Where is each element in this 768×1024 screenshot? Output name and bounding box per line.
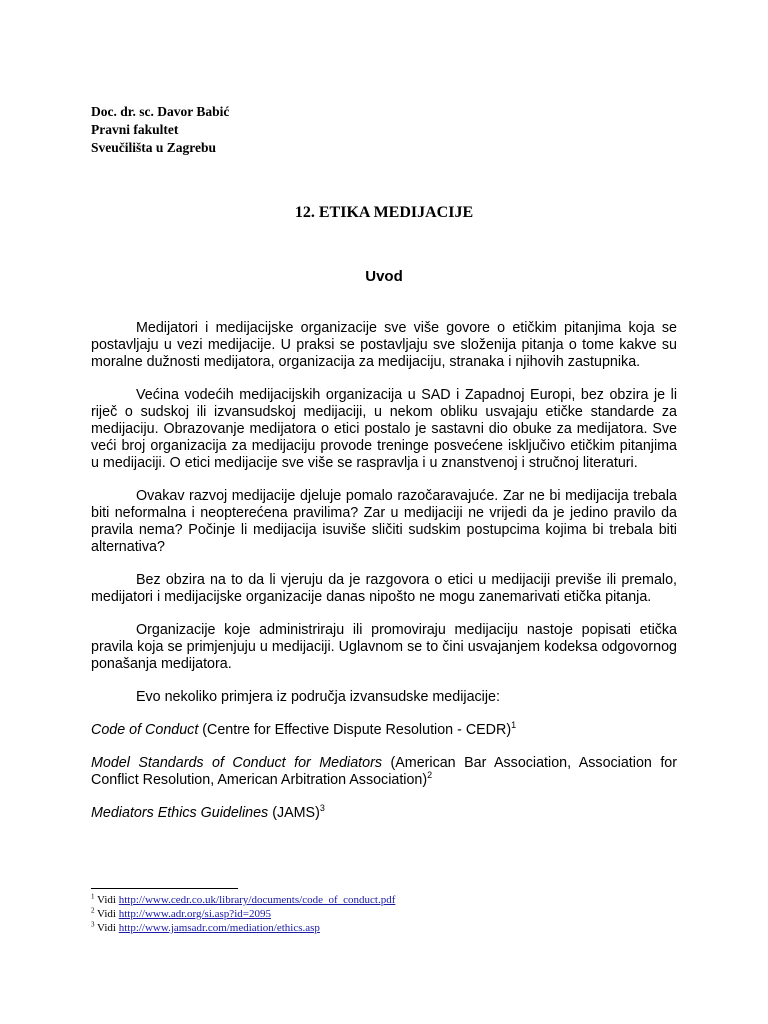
example-source: (American Bar Association, Association for Conflict Resolution, American Arbitration Association) <box>91 755 678 788</box>
paragraph: Evo nekoliko primjera iz područja izvansudske medijacije: <box>136 689 500 705</box>
footnote-divider <box>91 888 238 889</box>
example-title: Code of Conduct <box>91 722 199 738</box>
author-faculty: Pravni fakultet <box>91 122 179 137</box>
footnote-prefix: Vidi <box>94 908 119 920</box>
footnote <box>91 921 395 935</box>
footnote <box>91 893 395 907</box>
example-source: (JAMS) <box>268 805 320 821</box>
paragraph: Bez obzira na to da li vjeruju da je razgovora o etici u medijaciji previše ili premalo, medijatori i medijacijske organizacije danas nipošto ne mogu zanemarivati etička pitanja. <box>91 572 677 605</box>
author-block <box>91 103 229 157</box>
example-item <box>91 722 677 739</box>
example-item <box>91 755 677 789</box>
body-text <box>91 320 677 838</box>
example-title: Mediators Ethics Guidelines <box>91 805 269 821</box>
footnote-link[interactable]: http://www.adr.org/si.asp?id=2095 <box>118 908 271 920</box>
footnotes <box>91 893 395 935</box>
footnote-ref[interactable]: 2 <box>427 770 433 781</box>
footnote-prefix: Vidi <box>94 894 119 906</box>
example-source: (Centre for Effective Dispute Resolution - CEDR) <box>198 722 512 738</box>
paragraph: Organizacije koje administriraju ili promoviraju medijaciju nastoje popisati etička pravila koja se primjenjuju u medijaciji. Uglavnom se to čini usvajanjem kodeksa odgovornog ponašanja medijatora. <box>91 622 677 672</box>
example-title: Model Standards of Conduct for Mediators <box>91 755 383 771</box>
chapter-title: 12. ETIKA MEDIJACIJE <box>294 204 474 221</box>
paragraph: Medijatori i medijacijske organizacije sve više govore o etičkim pitanjima koja se postavljaju u vezi medijacije. U praksi se postavljaju sve složenija pitanja o tome kakve su moralne dužnosti medijatora, organizacija za medijaciju, stranaka i njihovih zastupnika. <box>91 320 677 370</box>
footnote-number: 2 <box>91 906 95 915</box>
section-heading: Uvod <box>365 268 403 285</box>
example-item <box>91 805 677 822</box>
footnote-number: 1 <box>91 892 95 901</box>
footnote-link[interactable]: http://www.cedr.co.uk/library/documents/code_of_conduct.pdf <box>118 894 396 906</box>
footnote-prefix: Vidi <box>94 922 119 934</box>
paragraph: Većina vodećih medijacijskih organizacija u SAD i Zapadnoj Europi, bez obzira je li riječ o sudskoj ili izvansudskoj medijaciji, u nekom obliku usvajaju etičke standarde za medijaciju. Obrazovanje medijatora o etici postalo je sastavni dio obuke za medijatora. Sve veći broj organizacija za medijaciju provode treninge posvećene isključivo etičkim pitanjima u medijaciji. O etici medijacije sve više se raspravlja i u znanstvenoj i stručnoj literaturi. <box>91 387 677 471</box>
footnote-link[interactable]: http://www.jamsadr.com/mediation/ethics.asp <box>118 922 320 934</box>
author-name: Doc. dr. sc. Davor Babić <box>91 104 230 119</box>
footnote <box>91 907 395 921</box>
footnote-number: 3 <box>91 920 95 929</box>
author-university: Sveučilišta u Zagrebu <box>91 140 217 155</box>
paragraph: Ovakav razvoj medijacije djeluje pomalo razočaravajuće. Zar ne bi medijacija trebala biti neformalna i neopterećena pravilima? Zar u medijaciji ne vrijedi da je jedino pravilo da pravila nema? Počinje li medijacija isuviše sličiti sudskim postupcima kojima bi trebala biti alternativa? <box>91 488 677 555</box>
footnote-ref[interactable]: 1 <box>511 720 517 731</box>
footnote-ref[interactable]: 3 <box>319 803 325 814</box>
